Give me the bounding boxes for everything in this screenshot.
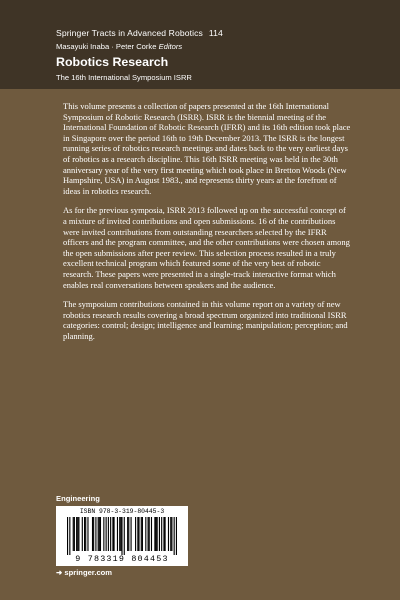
barcode-bar (84, 517, 85, 551)
barcode-bar (137, 517, 138, 551)
isbn-label: ISBN 978-3-319-80445-3 (79, 508, 165, 515)
arrow-right-icon: ➜ (56, 568, 63, 577)
barcode-bar (159, 517, 160, 551)
barcode-bar (151, 517, 152, 551)
barcode-bar (112, 517, 113, 551)
barcode-bar (141, 517, 142, 551)
barcode-bar (138, 517, 139, 551)
barcode-bar (69, 517, 70, 555)
barcode-bar (103, 517, 104, 551)
barcode-bar (127, 517, 128, 551)
ean-digits: 9 783319 804453 (75, 554, 169, 564)
barcode-bar (163, 517, 164, 551)
barcode-bar (120, 517, 121, 551)
barcode-bar (99, 517, 100, 551)
barcode-bar (174, 517, 175, 555)
barcode-bar (161, 517, 162, 551)
barcode-bars (67, 517, 177, 555)
barcode-bar (157, 517, 158, 551)
barcode-bar (135, 517, 136, 551)
barcode-bar (117, 517, 118, 551)
barcode-bar (155, 517, 156, 551)
series-number: 114 (208, 28, 223, 38)
barcode-bar (128, 517, 129, 551)
barcode-bar (74, 517, 75, 551)
editors-names: Masayuki Inaba · Peter Corke (56, 42, 157, 51)
barcode-bar (106, 517, 107, 551)
barcode-bar (148, 517, 149, 551)
book-subtitle: The 16th International Symposium ISRR (56, 73, 192, 82)
blurb-paragraph: As for the previous symposia, ISRR 2013 followed up on the successful concept of a mixture of invited contributions and open submissions. 16 of the contributions were invited contributions from outstanding researchers selected by the IFRR officers and the program committee, and the other contributions were chosen among the open submissions after peer review. This selection process resulted in a truly excellent technical program which featured some of the very best of robotic research. These papers were presented in a single-track interactive format which enables real conversations between speakers and the audience. (63, 205, 350, 290)
barcode-bar (87, 517, 88, 551)
series-name: Springer Tracts in Advanced Robotics (56, 28, 203, 38)
barcode-bar (170, 517, 171, 551)
barcode-bar (119, 517, 120, 551)
book-title: Robotics Research (56, 55, 169, 69)
header-band (0, 0, 400, 89)
barcode-bar (149, 517, 150, 551)
barcode-bar (92, 517, 93, 551)
barcode-bar (73, 517, 74, 551)
barcode-bar (95, 517, 96, 551)
barcode-bar (131, 517, 132, 551)
barcode-bar (171, 517, 172, 551)
editors-line (56, 42, 182, 51)
barcode-bar (78, 517, 79, 551)
barcode-bar (76, 517, 77, 551)
barcode-bar (82, 517, 83, 551)
subject-category: Engineering (56, 494, 100, 503)
barcode-bar (168, 517, 169, 551)
barcode-bar (93, 517, 94, 551)
barcode-bar (100, 517, 101, 551)
barcode-bar (85, 517, 86, 551)
barcode-bar (142, 517, 143, 551)
barcode (56, 506, 188, 566)
barcode-bar (113, 517, 114, 551)
barcode-bar (121, 517, 122, 555)
barcode-bar (67, 517, 68, 555)
website-label: springer.com (64, 568, 113, 577)
editors-role: Editors (158, 42, 183, 51)
barcode-bar (176, 517, 177, 555)
series-line (56, 28, 223, 38)
barcode-bar (98, 517, 99, 551)
barcode-bar (108, 517, 109, 551)
barcode-bar (154, 517, 155, 551)
barcode-bar (165, 517, 166, 551)
website-link[interactable] (56, 568, 112, 577)
blurb-paragraph: The symposium contributions contained in this volume report on a variety of new robotics research results covering a broad spectrum organized into traditional ISRR categories: control; design; intelligence and learning; manipulation; perception; and planning. (63, 299, 348, 341)
blurb (63, 101, 351, 350)
barcode-bar (124, 517, 125, 555)
barcode-bar (110, 517, 111, 551)
barcode-bar (145, 517, 146, 551)
barcode-bar (77, 517, 78, 551)
blurb-paragraph: This volume presents a collection of papers presented at the 16th International Symposium of Robotic Research (ISRR). ISRR is the biennial meeting of the International Foundation of Robotic Research (IFRR) and its 16th edition took place in Singapore over the period 16th to 19th December 2013. The ISRR is the longest running series of robotics research meetings and dates back to the very earliest days of robotics as a research discipline. This 16th ISRR meeting was held in the 30th anniversary year of the very first meeting which took place in Bretton Woods (New Hampshire, USA) in August 1983., and represents thirty years at the forefront of ideas in robotics research. (63, 101, 351, 196)
